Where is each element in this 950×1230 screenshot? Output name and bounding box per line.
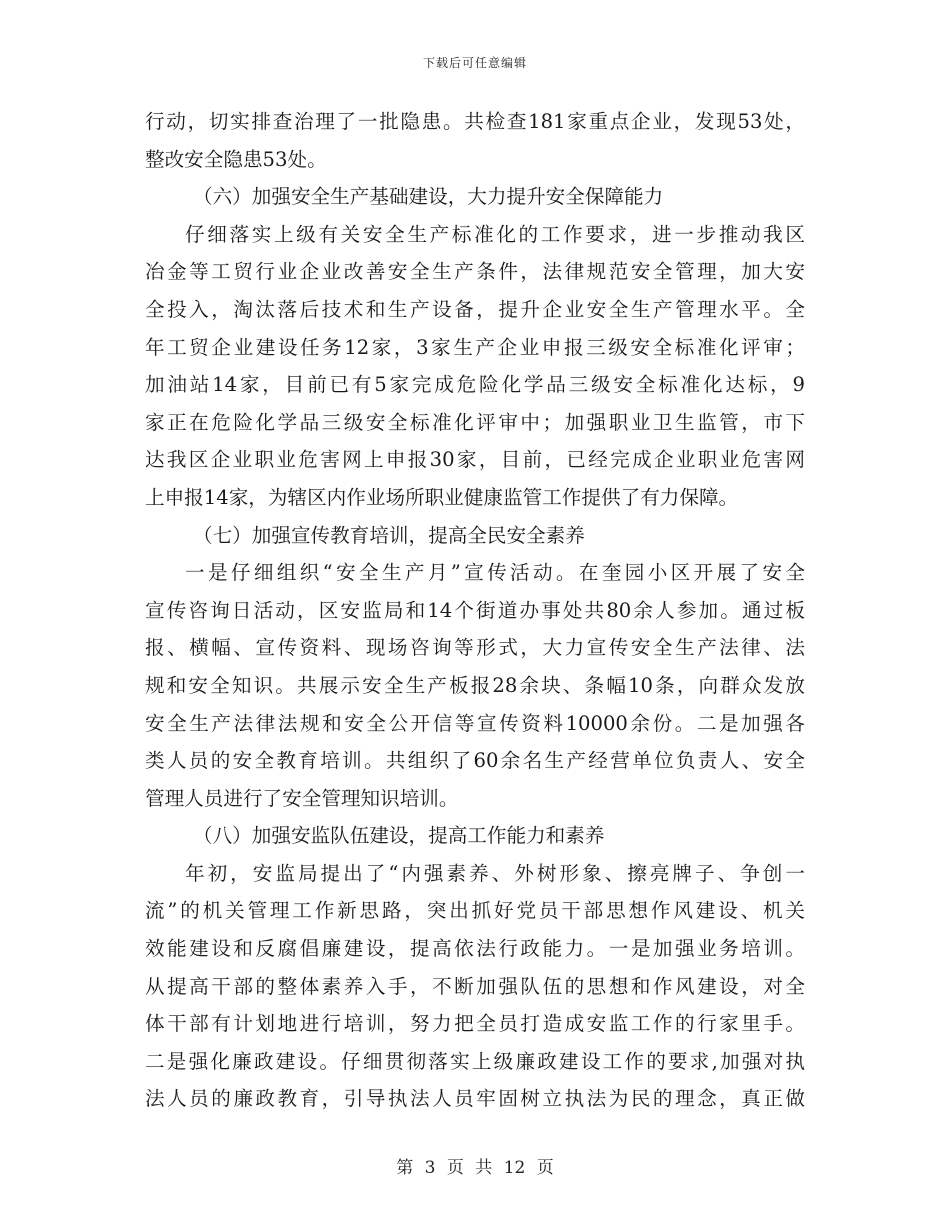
text-line: 冶金等工贸行业企业改善安全生产条件，法律规范安全管理，加大安 — [145, 260, 805, 284]
text-line: 管理人员进行了安全管理知识培训。 — [145, 786, 459, 810]
text-line: 效能建设和反腐倡廉建设，提高依法行政能力。一是加强业务培训。 — [145, 937, 805, 961]
text-line: 年工贸企业建设任务12家，3家生产企业申报三级安全标准化评审； — [145, 335, 805, 359]
text-line: 家正在危险化学品三级安全标准化评审中；加强职业卫生监管，市下 — [145, 410, 805, 434]
section-heading: （七）加强宣传教育培训，提高全民安全素养 — [193, 523, 585, 547]
text-line: 从提高干部的整体素养入手，不断加强队伍的思想和作风建设，对全 — [145, 974, 805, 998]
text-line: 加油站14家，目前已有5家完成危险化学品三级安全标准化达标，9 — [145, 373, 805, 397]
text-line: 达我区企业职业危害网上申报30家，目前，已经完成企业职业危害网 — [145, 448, 805, 472]
text-line: 二是强化廉政建设。仔细贯彻落实上级廉政建设工作的要求,加强对执 — [145, 1049, 805, 1073]
text-line: 流”的机关管理工作新思路，突出抓好党员干部思想作风建设、机关 — [145, 899, 805, 923]
text-line: 规和安全知识。共展示安全生产板报28余块、条幅10条，向群众发放 — [145, 673, 805, 697]
text-line: 行动，切实排查治理了一批隐患。共检查181家重点企业，发现53处， — [145, 110, 805, 133]
section-heading: （八）加强安监队伍建设，提高工作能力和素养 — [193, 824, 605, 848]
text-line: 宣传咨询日活动，区安监局和14个街道办事处共80余人参加。通过板 — [145, 598, 805, 622]
text-line: 年初，安监局提出了“内强素养、外树形象、擦亮牌子、争创一 — [185, 861, 805, 885]
document-body — [145, 103, 805, 1118]
text-line: 体干部有计划地进行培训，努力把全员打造成安监工作的行家里手。 — [145, 1012, 805, 1036]
text-line: 安全生产法律法规和安全公开信等宣传资料10000余份。二是加强各 — [145, 711, 805, 735]
text-line: 上申报14家，为辖区内作业场所职业健康监管工作提供了有力保障。 — [145, 485, 739, 509]
text-line: 全投入，淘汰落后技术和生产设备，提升企业安全生产管理水平。全 — [145, 297, 805, 321]
text-line: 整改安全隐患53处。 — [145, 147, 327, 171]
page-header: 下载后可任意编辑 — [422, 56, 527, 70]
text-line: 一是仔细组织“安全生产月”宣传活动。在奎园小区开展了安全 — [185, 561, 805, 585]
page-footer: 第 3 页 共 12 页 — [396, 1158, 554, 1178]
text-line: 仔细落实上级有关安全生产标准化的工作要求，进一步推动我区 — [185, 222, 805, 246]
text-line: 法人员的廉政教育，引导执法人员牢固树立执法为民的理念，真正做 — [145, 1087, 805, 1111]
section-heading: （六）加强安全生产基础建设，大力提升安全保障能力 — [193, 185, 664, 209]
text-line: 类人员的安全教育培训。共组织了60余名生产经营单位负责人、安全 — [145, 749, 805, 773]
text-line: 报、横幅、宣传资料、现场咨询等形式，大力宣传安全生产法律、法 — [145, 636, 805, 660]
